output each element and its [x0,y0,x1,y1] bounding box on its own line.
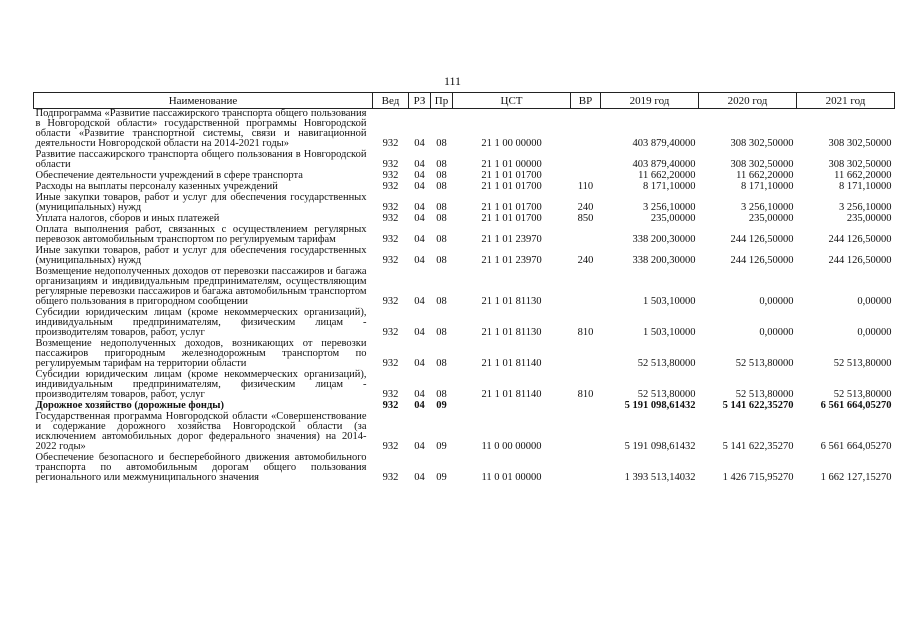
row-value-2020: 5 141 622,35270 [722,400,794,411]
row-value-2021: 308 302,50000 [828,159,892,170]
budget-table [33,92,895,484]
page-number: 111 [443,74,462,88]
row-ved: 932 [382,170,399,181]
row-value-2021: 1 662 127,15270 [820,472,892,483]
row-name: Иные закупки товаров, работ и услуг для обеспечения государственных (муниципальных) нужд [35,192,367,213]
row-rz: 04 [414,159,425,170]
row-value-2019: 1 393 513,14032 [624,472,696,483]
row-rz: 04 [414,400,425,411]
header-name: Наименование [34,93,373,109]
row-name: Дорожное хозяйство (дорожные фонды) [35,400,224,411]
row-value-2019: 403 879,40000 [632,138,696,149]
row-rz: 04 [414,296,425,307]
row-value-2020: 244 126,50000 [730,255,794,266]
row-vr [571,412,601,453]
row-pr: 09 [436,441,447,452]
row-name: Возмещение недополученных доходов от перевозки пассажиров и багажа организациям и индивидуальным предпринимателям, осуществляющим регулярные перевозки пассажиров и багажа автомобильным транспортом общего пользования в пригородном сообщении [35,266,367,307]
row-vr: 850 [577,213,594,224]
row-rz: 04 [414,202,425,213]
row-value-2019: 5 191 098,61432 [624,441,696,452]
row-pr: 08 [436,159,447,170]
row-value-2019: 3 256,10000 [643,202,696,213]
row-pr: 08 [436,296,447,307]
row-vr [571,267,601,308]
row-rz: 04 [414,472,425,483]
row-value-2021: 6 561 664,05270 [820,441,892,452]
header-ved: Вед [373,93,409,109]
row-cst: 11 0 00 00000 [481,441,542,452]
row-value-2021: 235,00000 [846,213,892,224]
row-value-2019: 8 171,10000 [643,181,696,192]
row-cst: 21 1 01 81140 [481,389,542,400]
row-pr: 09 [436,400,447,411]
row-vr: 240 [577,255,594,266]
row-rz: 04 [414,441,425,452]
row-value-2021: 308 302,50000 [828,138,892,149]
row-value-2019: 403 879,40000 [632,159,696,170]
row-rz: 04 [414,234,425,245]
row-name: Подпрограмма «Развитие пассажирского транспорта общего пользования в Новгородской области» государственной программы Новгородской области «Развитие транспортной системы, связи и навигационной деятельности Новгородской области на 2014-2021 годы» [35,108,367,149]
row-cst: 21 1 01 01700 [481,170,542,181]
row-value-2019: 1 503,10000 [643,327,696,338]
row-value-2019: 338 200,30000 [632,234,696,245]
table-row [34,308,895,339]
table-row [34,453,895,484]
row-value-2021: 6 561 664,05270 [820,400,892,411]
row-pr: 08 [436,255,447,266]
row-name: Уплата налогов, сборов и иных платежей [35,213,220,224]
row-name: Субсидии юридическим лицам (кроме некоммерческих организаций), индивидуальным предпринимателям, физическим лицам - производителям товаров, работ, услуг [35,307,367,338]
row-name: Развитие пассажирского транспорта общего пользования в Новгородской области [35,149,367,170]
row-cst: 21 1 01 01700 [481,181,542,192]
row-ved: 932 [382,327,399,338]
row-vr [571,401,601,412]
row-pr: 08 [436,389,447,400]
row-value-2021: 244 126,50000 [828,234,892,245]
row-value-2021: 244 126,50000 [828,255,892,266]
row-value-2021: 52 513,80000 [833,358,892,369]
row-cst: 21 1 01 01700 [481,213,542,224]
row-value-2021: 0,00000 [857,327,892,338]
row-pr: 08 [436,213,447,224]
row-value-2021: 8 171,10000 [839,181,892,192]
row-ved: 932 [382,255,399,266]
row-value-2020: 308 302,50000 [730,159,794,170]
row-rz: 04 [414,327,425,338]
row-value-2020: 11 662,20000 [736,170,794,181]
row-value-2019: 52 513,80000 [637,389,696,400]
row-ved: 932 [382,296,399,307]
row-value-2020: 5 141 622,35270 [722,441,794,452]
row-name: Государственная программа Новгородской области «Совершенствование и содержание дорожного хозяйства Новгородской области (за исключением автомобильных дорог федерального значения) на 2014-2022 годы» [35,411,367,452]
table-header-row [34,93,895,109]
row-value-2021: 3 256,10000 [839,202,892,213]
row-value-2020: 52 513,80000 [735,389,794,400]
row-cst: 21 1 01 23970 [481,234,542,245]
table-row [34,370,895,401]
row-name: Иные закупки товаров, работ и услуг для обеспечения государственных (муниципальных) нужд [35,245,367,266]
row-value-2020: 244 126,50000 [730,234,794,245]
row-rz: 04 [414,181,425,192]
table-row [34,246,895,267]
row-ved: 932 [382,181,399,192]
row-value-2020: 1 426 715,95270 [722,472,794,483]
row-name: Обеспечение безопасного и бесперебойного движения автомобильного транспорта по автомобильным дорогам общего пользования регионального или межмуниципального значения [35,452,367,483]
row-rz: 04 [414,170,425,181]
row-ved: 932 [382,441,399,452]
table-row [34,150,895,171]
row-vr [571,150,601,171]
header-2019: 2019 год [601,93,699,109]
row-cst: 21 1 01 81130 [481,327,542,338]
header-pr: Пр [431,93,453,109]
row-cst: 21 1 01 81130 [481,296,542,307]
row-vr [571,339,601,370]
table-row [34,412,895,453]
row-cst: 21 1 01 23970 [481,255,542,266]
row-cst [453,401,571,412]
row-value-2019: 52 513,80000 [637,358,696,369]
row-value-2021: 11 662,20000 [834,170,892,181]
row-ved: 932 [382,159,399,170]
row-pr: 08 [436,170,447,181]
row-value-2021: 0,00000 [857,296,892,307]
row-value-2020: 0,00000 [759,327,794,338]
row-vr [571,453,601,484]
row-name: Расходы на выплаты персоналу казенных учреждений [35,181,278,192]
table-row [34,109,895,151]
row-name: Обеспечение деятельности учреждений в сфере транспорта [35,170,303,181]
row-pr: 08 [436,181,447,192]
row-pr: 08 [436,358,447,369]
header-vr: ВР [571,93,601,109]
row-value-2019: 338 200,30000 [632,255,696,266]
row-ved: 932 [382,138,399,149]
row-cst: 11 0 01 00000 [481,472,542,483]
row-value-2019: 235,00000 [650,213,696,224]
row-value-2020: 0,00000 [759,296,794,307]
row-vr: 110 [577,181,594,192]
row-cst: 21 1 01 81140 [481,358,542,369]
row-vr [571,225,601,246]
row-vr: 810 [577,389,594,400]
row-rz: 04 [414,138,425,149]
row-vr [571,109,601,151]
row-rz: 04 [414,389,425,400]
row-value-2019: 5 191 098,61432 [624,400,696,411]
table-row [34,193,895,214]
row-ved: 932 [382,400,399,411]
row-value-2019: 11 662,20000 [638,170,696,181]
row-rz: 04 [414,358,425,369]
table-row [34,225,895,246]
row-pr: 08 [436,327,447,338]
header-rz: РЗ [409,93,431,109]
row-cst: 21 1 01 00000 [481,159,542,170]
row-vr: 240 [577,202,594,213]
row-ved: 932 [382,358,399,369]
row-ved: 932 [382,213,399,224]
row-rz: 04 [414,213,425,224]
header-cst: ЦСТ [453,93,571,109]
row-value-2020: 308 302,50000 [730,138,794,149]
row-cst: 21 1 01 01700 [481,202,542,213]
row-ved: 932 [382,202,399,213]
row-name: Возмещение недополученных доходов, возникающих от перевозки пассажиров пригородным железнодорожным транспортом по регулируемым тарифам на территории области [35,338,367,369]
row-value-2020: 52 513,80000 [735,358,794,369]
row-value-2020: 8 171,10000 [741,181,794,192]
row-vr: 810 [577,327,594,338]
row-value-2019: 1 503,10000 [643,296,696,307]
row-name: Оплата выполнения работ, связанных с осуществлением регулярных перевозок автомобильным транспортом по регулируемым тарифам [35,224,367,245]
row-pr: 08 [436,138,447,149]
row-ved: 932 [382,234,399,245]
row-value-2020: 235,00000 [748,213,794,224]
row-pr: 08 [436,234,447,245]
row-pr: 08 [436,202,447,213]
row-pr: 09 [436,472,447,483]
table-row [34,267,895,308]
row-cst: 21 1 00 00000 [481,138,542,149]
row-rz: 04 [414,255,425,266]
row-ved: 932 [382,472,399,483]
row-ved: 932 [382,389,399,400]
row-value-2020: 3 256,10000 [741,202,794,213]
header-2021: 2021 год [797,93,895,109]
table-row [34,339,895,370]
row-name: Субсидии юридическим лицам (кроме некоммерческих организаций), индивидуальным предпринимателям, физическим лицам - производителям товаров, работ, услуг [35,369,367,400]
row-value-2021: 52 513,80000 [833,389,892,400]
header-2020: 2020 год [699,93,797,109]
